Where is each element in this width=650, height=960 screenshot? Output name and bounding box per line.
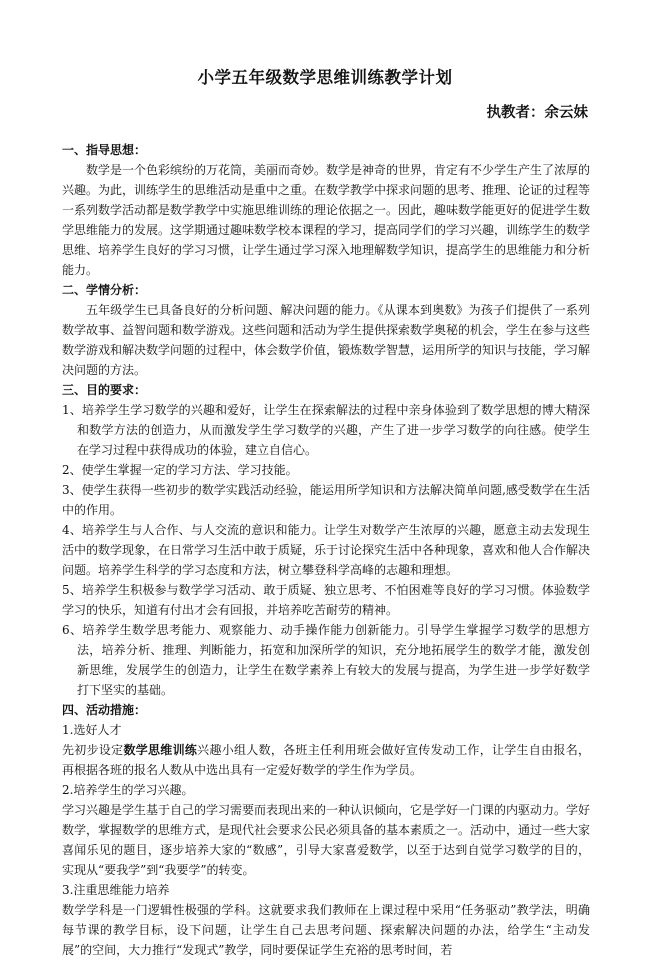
document-body xyxy=(62,140,590,960)
measure-1-text xyxy=(62,740,590,780)
goal-item-4: 4、培养学生与人合作、与人交流的意识和能力。让学生对数学产生浓厚的兴趣，愿意主动去发现生活中的数学现象，在日常学习生活中敢于质疑，乐于讨论探究生活中各种现象，喜欢和他人合作解决问题。培养学生科学的学习态度和方法，树立攀登科学高峰的志趣和理想。 xyxy=(62,523,591,577)
goal-item-6: 6、培养学生数学思考能力、观察能力、动手操作能力创新能力。引导学生掌握学习数学的思想方法，培养分析、推理、判断能力，拓宽和加深所学的知识，充分地拓展学生的数学才能，激发创新思维，发展学生的创造力，让学生在数学素养上有较大的发展与提高，为学生进一步学好数学打下坚实的基础。 xyxy=(62,623,590,697)
measure-1-post: 兴趣小组人数，各班主任利用班会做好宣传发动工作，让学生自由报名，再根据各班的报名人数从中选出具有一定爱好数学的学生作为学员。 xyxy=(62,743,590,777)
measure-3-title: 3.注重思维能力培养 xyxy=(62,883,170,897)
goal-item-5: 5、培养学生积极参与数学学习活动、敢于质疑、独立思考、不怕困难等良好的学习习惯。体验数学学习的快乐，知道有付出才会有回报，并培养吃苦耐劳的精神。 xyxy=(62,583,590,617)
author-line: 执教者：余云妹 xyxy=(486,105,588,121)
document-title: 小学五年级数学思维训练教学计划 xyxy=(197,68,453,87)
goal-item-1: 1、培养学生学习数学的兴趣和爱好，让学生在探索解法的过程中亲身体验到了数学思想的博大精深和数学方法的创造力，从而激发学生学习数学的兴趣，产生了进一步学习数学的向往感。使学生在学习过程中获得成功的体验，建立自信心。 xyxy=(62,403,590,457)
paragraph-analysis: 五年级学生已具备良好的分析问题、解决问题的能力。《从课本到奥数》为孩子们提供了一系列数学故事、益智问题和数学游戏。这些问题和活动为学生提供探索数学奥秘的机会，学生在参与这些数学游戏和解决数学问题的过程中，体会数学价值，锻炼数学智慧，运用所学的知识与技能，学习解决问题的方法。 xyxy=(62,303,591,377)
measure-3-text: 数学学科是一门逻辑性极强的学科。这就要求我们教师在上课过程中采用“任务驱动”教学法，明确每节课的教学目标，设下问题，让学生自己去思考问题、探索解决问题的办法，给学生“主动发展”的空间，大力推行“发现式”教学，同时要保证学生充裕的思考时间，若 xyxy=(62,903,590,957)
section-heading-measures: 四、活动措施： xyxy=(62,703,147,717)
goal-item-3: 3、使学生获得一些初步的数学实践活动经验，能运用所学知识和方法解决简单问题,感受数学在生活中的作用。 xyxy=(62,483,590,517)
section-heading-goals: 三、目的要求： xyxy=(62,383,147,397)
goal-item-2: 2、使学生掌握一定的学习方法、学习技能。 xyxy=(62,463,298,477)
measure-1-title: 1.选好人才 xyxy=(62,723,122,737)
measure-1-pre: 先初步设定 xyxy=(62,743,124,757)
section-heading-analysis: 二、学情分析： xyxy=(62,283,147,297)
paragraph-guiding: 数学是一个色彩缤纷的万花筒，美丽而奇妙。数学是神奇的世界，肯定有不少学生产生了浓厚的兴趣。为此，训练学生的思维活动是重中之重。在数学教学中探求问题的思考、推理、论证的过程等一系列数学活动都是数学教学中实施思维训练的理论依据之一。因此，趣味数学能更好的促进学生数学思维能力的发展。这学期通过趣味数学校本课程的学习，提高同学们的学习兴趣，训练学生的数学思维、培养学生良好的学习习惯，让学生通过学习深入地理解数学知识，提高学生的思维能力和分析能力。 xyxy=(62,163,591,277)
section-heading-guiding: 一、指导思想： xyxy=(62,143,147,157)
measure-2-text: 学习兴趣是学生基于自己的学习需要而表现出来的一种认识倾向，它是学好一门课的内驱动力。学好数学，掌握数学的思维方式，是现代社会要求公民必须具备的基本素质之一。活动中，通过一些大家喜闻乐见的题目，逐步培养大家的“数感”，引导大家喜爱数学，以至于达到自觉学习数学的目的，实现从“要我学”到“我要学”的转变。 xyxy=(62,803,591,877)
measure-2-title: 2.培养学生的学习兴趣。 xyxy=(62,783,194,797)
measure-1-bold: 数学思维训练 xyxy=(123,743,198,757)
